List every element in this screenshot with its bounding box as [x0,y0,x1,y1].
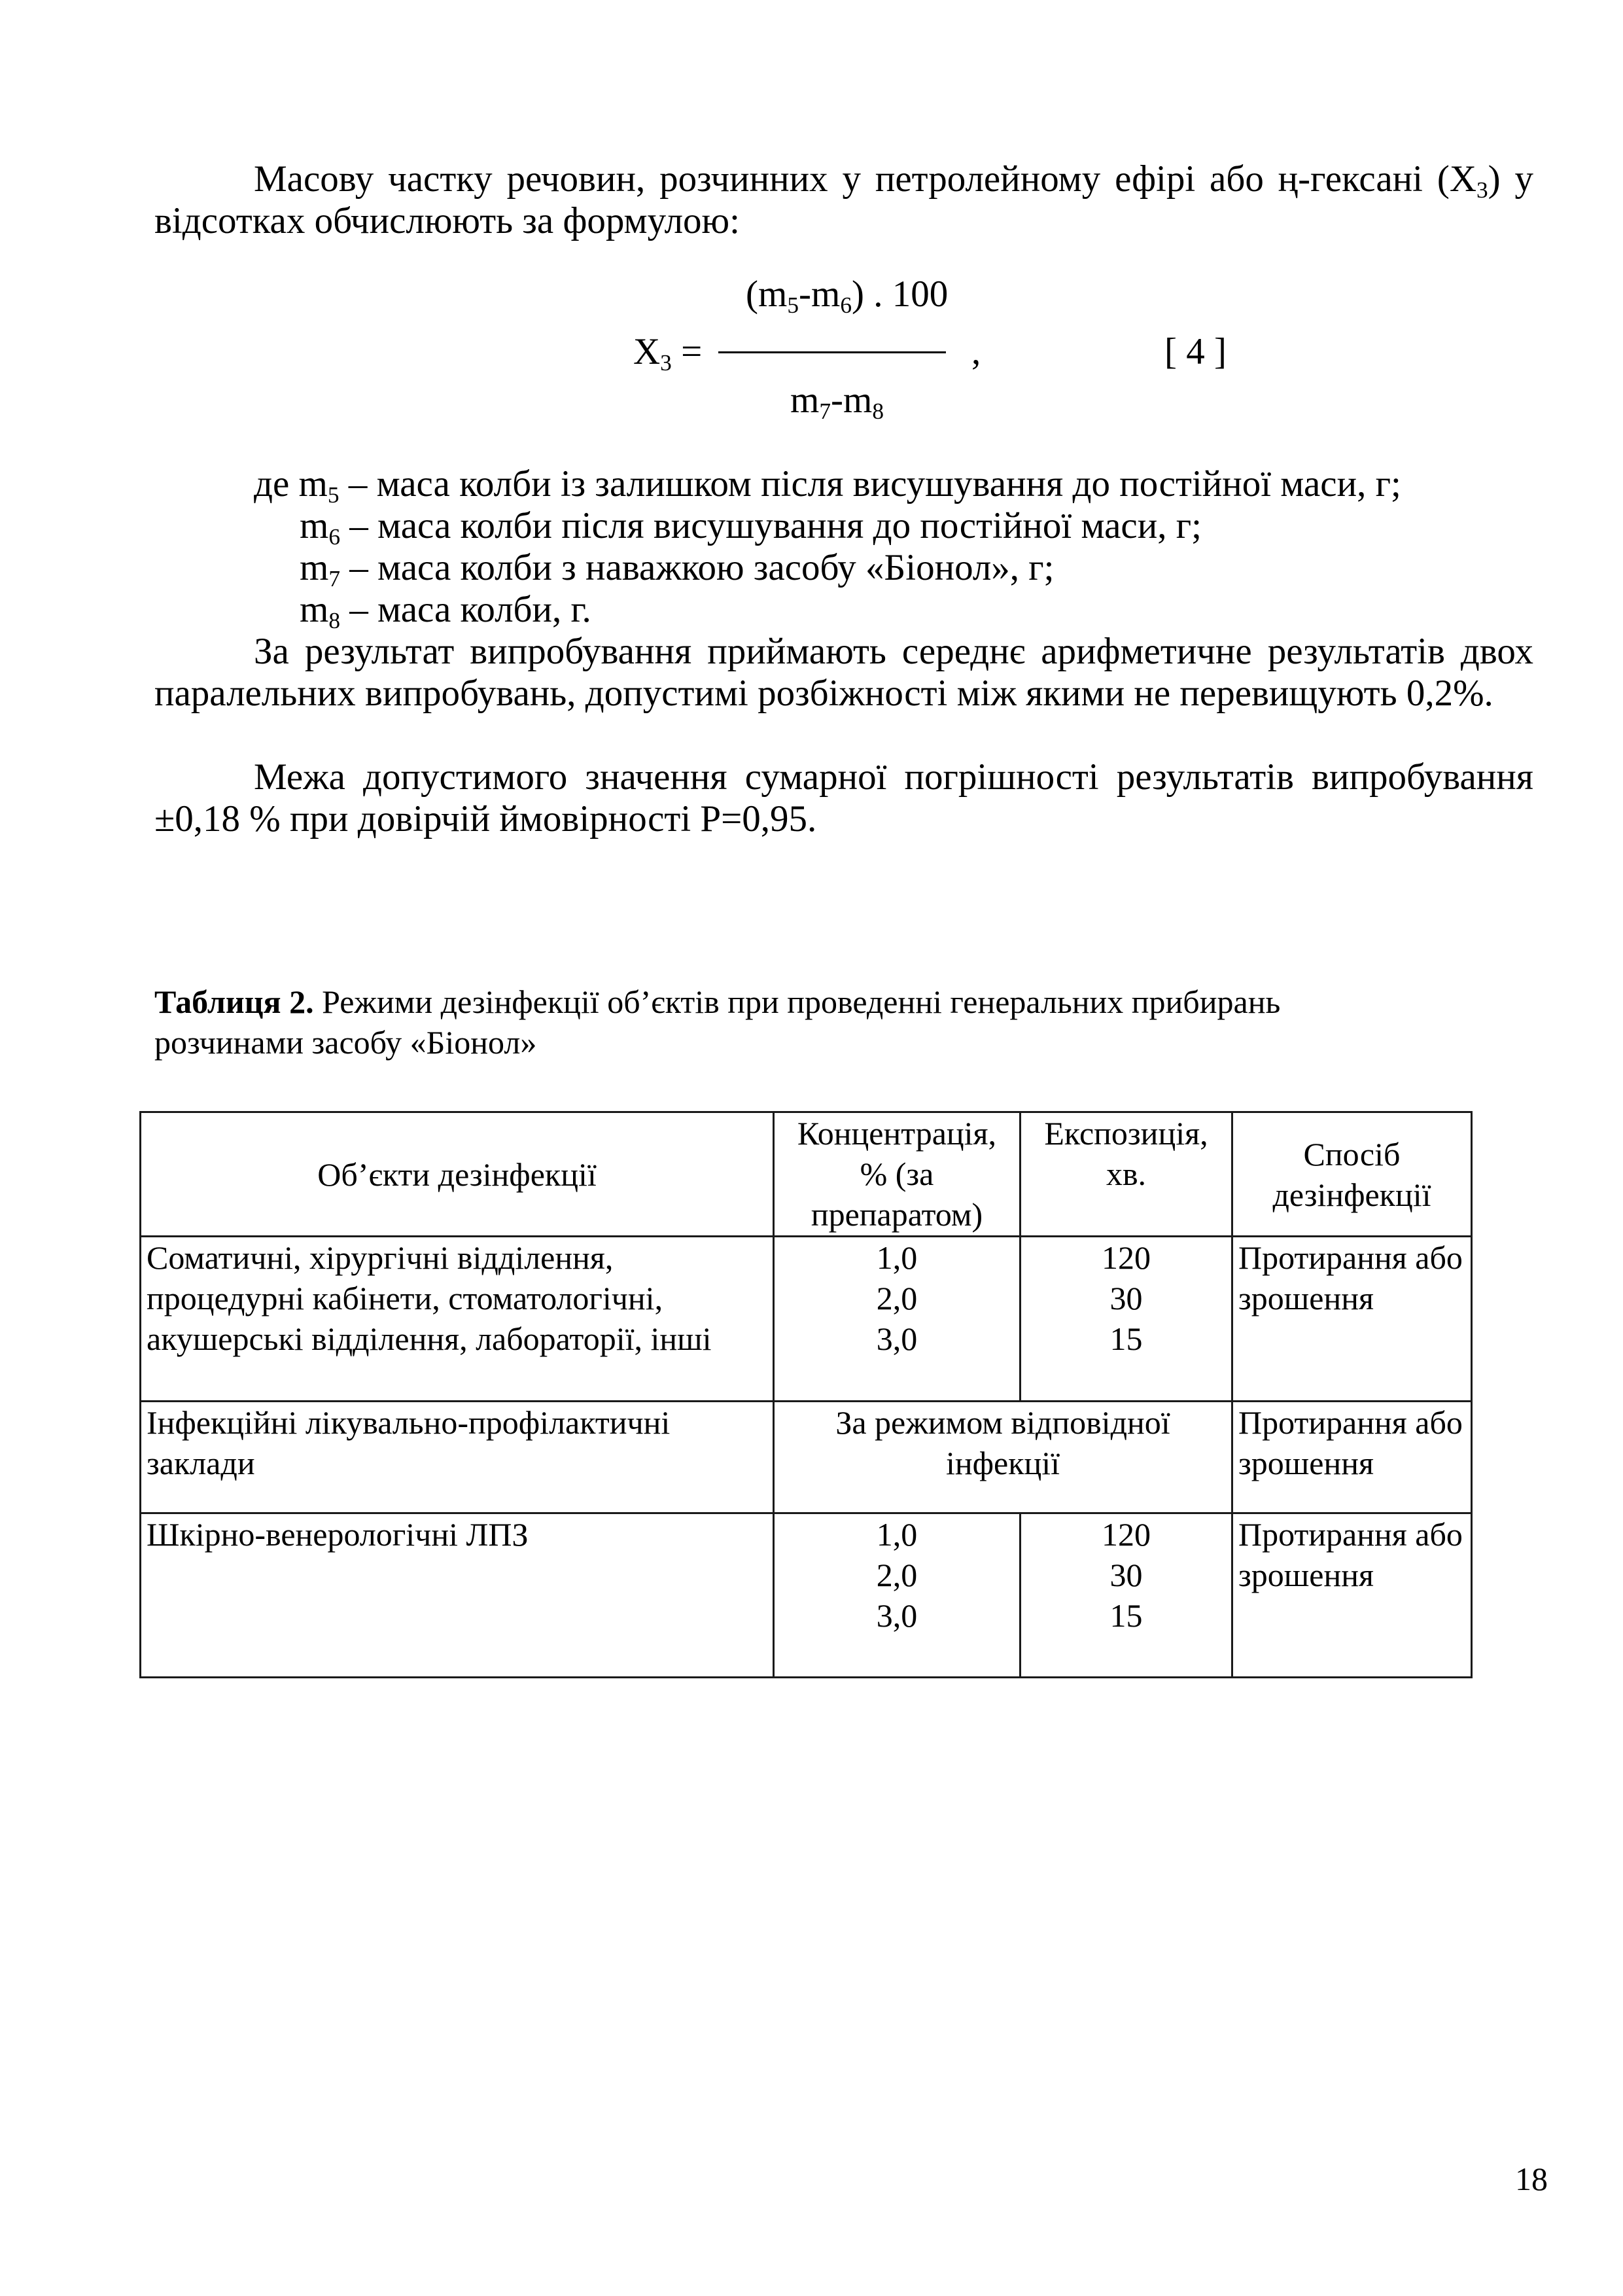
den-sub1: 7 [819,398,831,424]
row-method: Протирання або зрошення [1232,1402,1472,1513]
row-exposures [1021,1513,1232,1678]
caption-text: Режими дезінфекції об’єктів при проведенні генеральних прибирань розчинами засобу «Біонол» [154,983,1281,1061]
row-object: Інфекційні лікувально-профілактичні заклади [141,1402,774,1513]
intro-text-end: ) у відсотках обчислюють за формулою: [154,158,1534,241]
table-row [141,1237,1472,1402]
den-a: m [790,380,820,421]
concentration-value: 1,0 [876,1239,918,1276]
row-exposures [1021,1237,1232,1402]
definition-m8 [254,589,1401,631]
table-header-row [141,1112,1472,1237]
def-text: – маса колби, г. [340,589,591,630]
num-sub2: 6 [840,292,852,318]
row-concentrations [774,1513,1021,1678]
exposure-value: 30 [1109,1280,1143,1316]
formula-denominator [790,380,884,424]
error-limit-paragraph: Межа допустимого значення сумарної погрішності результатів випробування ±0,18 % при довірчій ймовірності P=0,95. [154,756,1533,839]
result-paragraph: За результат випробування приймають середнє арифметичне результатів двох паралельних випробувань, допустимі розбіжності між якими не перевищують 0,2%. [154,631,1533,714]
num-sub1: 5 [787,292,799,318]
header-exposure: Експозиція, хв. [1021,1112,1232,1237]
header-concentration: Концентрація, % (за препаратом) [774,1112,1021,1237]
intro-subscript: 3 [1476,177,1488,203]
page-number: 18 [1515,2161,1548,2197]
lhs-var: X [633,331,661,372]
definition-m6 [254,505,1401,550]
def-prefix: де m [254,463,328,504]
intro-paragraph [154,158,1533,242]
formula-numerator [746,274,949,318]
header-method: Спосіб дезінфекції [1232,1112,1472,1237]
caption-label: Таблиця 2. [154,983,314,1020]
row-method: Протирання або зрошення [1232,1237,1472,1402]
row-merged-mode: За режимом відповідної інфекції [774,1402,1232,1513]
table-row [141,1402,1472,1513]
header-objects: Об’єкти дезінфекції [141,1112,774,1237]
row-object: Шкірно-венерологічні ЛПЗ [141,1513,774,1678]
variable-definitions [254,463,1401,631]
row-object: Соматичні, хірургічні відділення, процедурні кабінети, стоматологічні, акушерські відділення, лабораторії, інші [141,1237,774,1402]
row-concentrations [774,1237,1021,1402]
den-mid: -m [831,380,873,421]
concentration-value: 1,0 [876,1516,918,1553]
def-sub: 5 [327,482,340,508]
def-prefix: m [300,589,329,630]
definition-m7 [254,547,1401,592]
def-sub: 6 [328,523,341,550]
formula-number: [ 4 ] [1164,331,1227,372]
def-text: – маса колби після висушування до постійної маси, г; [340,505,1202,546]
disinfection-modes-table [139,1111,1473,1678]
num-open: (m [746,274,788,315]
num-mid: -m [799,274,841,315]
exposure-value: 120 [1102,1516,1151,1553]
row-method: Протирання або зрошення [1232,1513,1472,1678]
table-row [141,1513,1472,1678]
den-sub2: 8 [872,398,884,424]
definition-m5 [254,463,1401,508]
exposure-value: 30 [1109,1557,1143,1593]
formula-lhs [633,331,703,376]
table-caption [154,981,1430,1063]
exposure-value: 120 [1102,1239,1151,1276]
exposure-value: 15 [1109,1320,1143,1357]
concentration-value: 3,0 [876,1320,918,1357]
equals-sign: = [671,331,703,372]
def-prefix: m [300,505,329,546]
def-prefix: m [300,547,329,588]
exposure-value: 15 [1109,1597,1143,1634]
def-text: – маса колби з наважкою засобу «Біонол», г; [340,547,1055,588]
def-sub: 8 [328,607,341,633]
def-text: – маса колби із залишком після висушування до постійної маси, г; [339,463,1401,504]
def-sub: 7 [328,565,341,592]
concentration-value: 2,0 [876,1557,918,1593]
concentration-value: 3,0 [876,1597,918,1634]
formula-comma: , [971,331,981,372]
lhs-sub: 3 [660,349,672,376]
concentration-value: 2,0 [876,1280,918,1316]
fraction-bar [718,351,946,353]
intro-text: Масову частку речовин, розчинних у петролейному ефірі або ң-гексані (X [254,158,1476,200]
num-close: ) . 100 [852,274,949,315]
